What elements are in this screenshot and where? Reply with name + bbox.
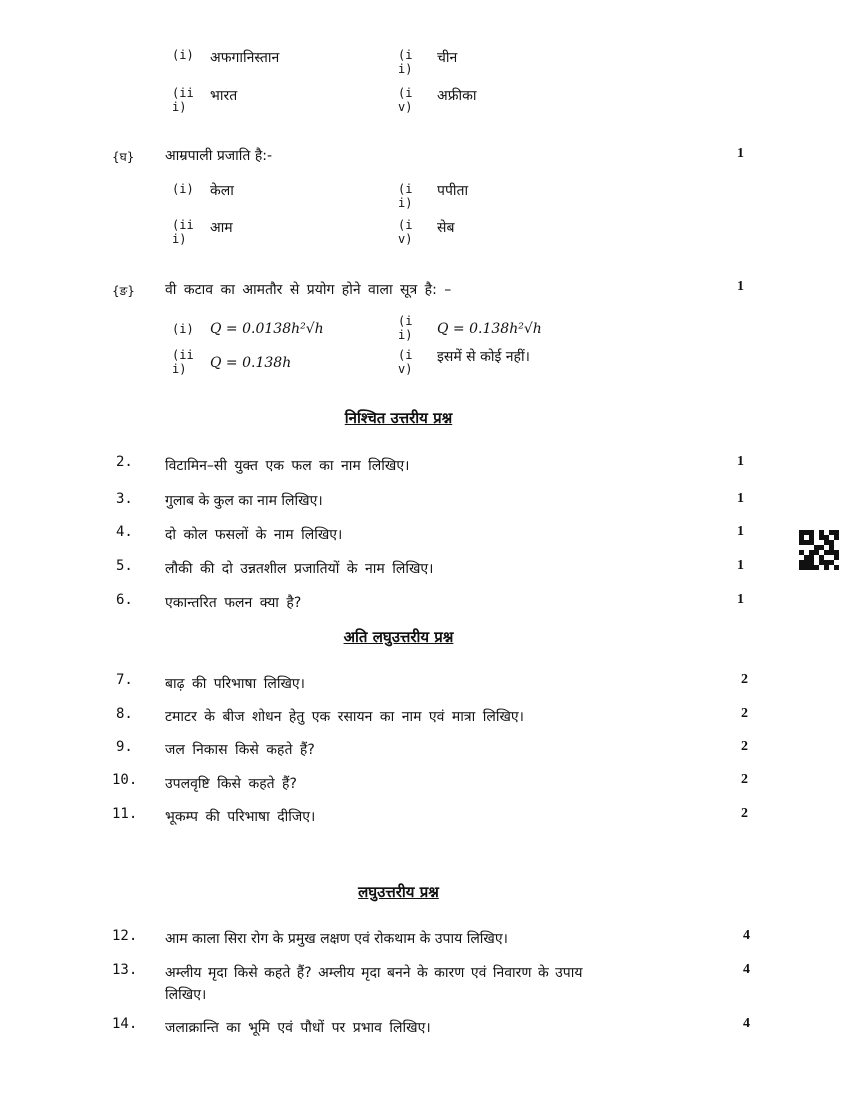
marks: 1 bbox=[737, 146, 744, 161]
section-heading: निश्चित उत्तरीय प्रश्न bbox=[344, 409, 453, 427]
option-number: (iii) bbox=[172, 348, 194, 376]
option-number: (i) bbox=[172, 322, 194, 336]
qr-module bbox=[834, 565, 839, 570]
question-text: दो कोल फसलों के नाम लिखिए। bbox=[165, 527, 343, 543]
question-text: टमाटर के बीज शोधन हेतु एक रसायन का नाम एवं मात्रा लिखिए। bbox=[165, 709, 524, 725]
question-text: जलाक्रान्ति का भूमि एवं पौधों पर प्रभाव लिखिए। bbox=[165, 1020, 431, 1036]
question-number: 9. bbox=[116, 739, 133, 755]
option-number: (iii) bbox=[172, 218, 194, 246]
marks: 2 bbox=[741, 672, 748, 687]
question-text: अम्लीय मृदा किसे कहते हैं? अम्लीय मृदा बनने के कारण एवं निवारण के उपाय bbox=[165, 965, 583, 981]
marks: 2 bbox=[741, 706, 748, 721]
option-number: (ii) bbox=[398, 48, 413, 76]
question-text: वी कटाव का आमतौर से प्रयोग होने वाला सूत्र है: – bbox=[165, 282, 452, 298]
option-number: (i) bbox=[172, 48, 194, 62]
question-number: 11. bbox=[112, 806, 138, 822]
marks: 4 bbox=[743, 1016, 750, 1031]
marks: 2 bbox=[741, 739, 748, 754]
marks: 1 bbox=[737, 592, 744, 607]
option-text: आम bbox=[210, 220, 233, 236]
section-heading: लघुउत्तरीय प्रश्न bbox=[358, 883, 439, 901]
question-text: आम काला सिरा रोग के प्रमुख लक्षण एवं रोकथाम के उपाय लिखिए। bbox=[165, 931, 508, 947]
question-number: 10. bbox=[112, 772, 138, 788]
question-text: उपलवृष्टि किसे कहते हैं? bbox=[165, 776, 297, 792]
formula-option: Q = 0.0138h²√h bbox=[210, 321, 324, 337]
qr-code-icon bbox=[799, 530, 839, 570]
question-text: भूकम्प की परिभाषा दीजिए। bbox=[165, 809, 316, 825]
option-text: भारत bbox=[210, 88, 238, 104]
question-number: 2. bbox=[116, 454, 133, 470]
marks: 1 bbox=[737, 279, 744, 294]
option-number: (iii) bbox=[172, 86, 194, 114]
question-text: जल निकास किसे कहते हैं? bbox=[165, 742, 315, 758]
question-text: लौकी की दो उन्नतशील प्रजातियों के नाम लिखिए। bbox=[165, 561, 434, 577]
subquestion-label: {घ} bbox=[112, 150, 135, 164]
option-number: (iv) bbox=[398, 348, 413, 376]
option-text: पपीता bbox=[437, 183, 469, 199]
question-text: एकान्तरित फलन क्या है? bbox=[165, 595, 302, 611]
question-number: 8. bbox=[116, 706, 133, 722]
option-number: (i) bbox=[172, 182, 194, 196]
question-number: 13. bbox=[112, 962, 138, 978]
marks: 1 bbox=[737, 558, 744, 573]
option-number: (iv) bbox=[398, 218, 413, 246]
marks: 1 bbox=[737, 454, 744, 469]
question-text: बाढ़ की परिभाषा लिखिए। bbox=[165, 676, 305, 692]
marks: 1 bbox=[737, 491, 744, 506]
marks: 4 bbox=[743, 962, 750, 977]
question-text: गुलाब के कुल का नाम लिखिए। bbox=[165, 493, 323, 509]
option-text: केला bbox=[210, 183, 234, 199]
option-number: (ii) bbox=[398, 182, 413, 210]
option-text: इसमें से कोई नहीं। bbox=[437, 349, 530, 365]
question-text: आम्रपाली प्रजाति है:- bbox=[165, 148, 273, 164]
marks: 4 bbox=[743, 928, 750, 943]
section-heading: अति लघुउत्तरीय प्रश्न bbox=[343, 628, 454, 646]
option-number: (iv) bbox=[398, 86, 413, 114]
formula-option: Q = 0.138h bbox=[210, 355, 292, 371]
marks: 2 bbox=[741, 806, 748, 821]
option-text: अफगानिस्तान bbox=[210, 50, 280, 66]
option-number: (ii) bbox=[398, 314, 413, 342]
formula-option: Q = 0.138h²√h bbox=[437, 321, 542, 337]
question-number: 6. bbox=[116, 592, 133, 608]
question-text-continued: लिखिए। bbox=[165, 987, 207, 1003]
option-text: सेब bbox=[437, 220, 455, 236]
option-text: अफ्रीका bbox=[437, 88, 477, 104]
question-number: 3. bbox=[116, 491, 133, 507]
marks: 2 bbox=[741, 772, 748, 787]
question-number: 12. bbox=[112, 928, 138, 944]
option-text: चीन bbox=[437, 50, 458, 66]
marks: 1 bbox=[737, 524, 744, 539]
question-text: विटामिन–सी युक्त एक फल का नाम लिखिए। bbox=[165, 458, 410, 474]
question-number: 5. bbox=[116, 558, 133, 574]
question-number: 14. bbox=[112, 1016, 138, 1032]
subquestion-label: {ङ} bbox=[112, 284, 135, 298]
question-number: 4. bbox=[116, 524, 133, 540]
question-number: 7. bbox=[116, 672, 133, 688]
